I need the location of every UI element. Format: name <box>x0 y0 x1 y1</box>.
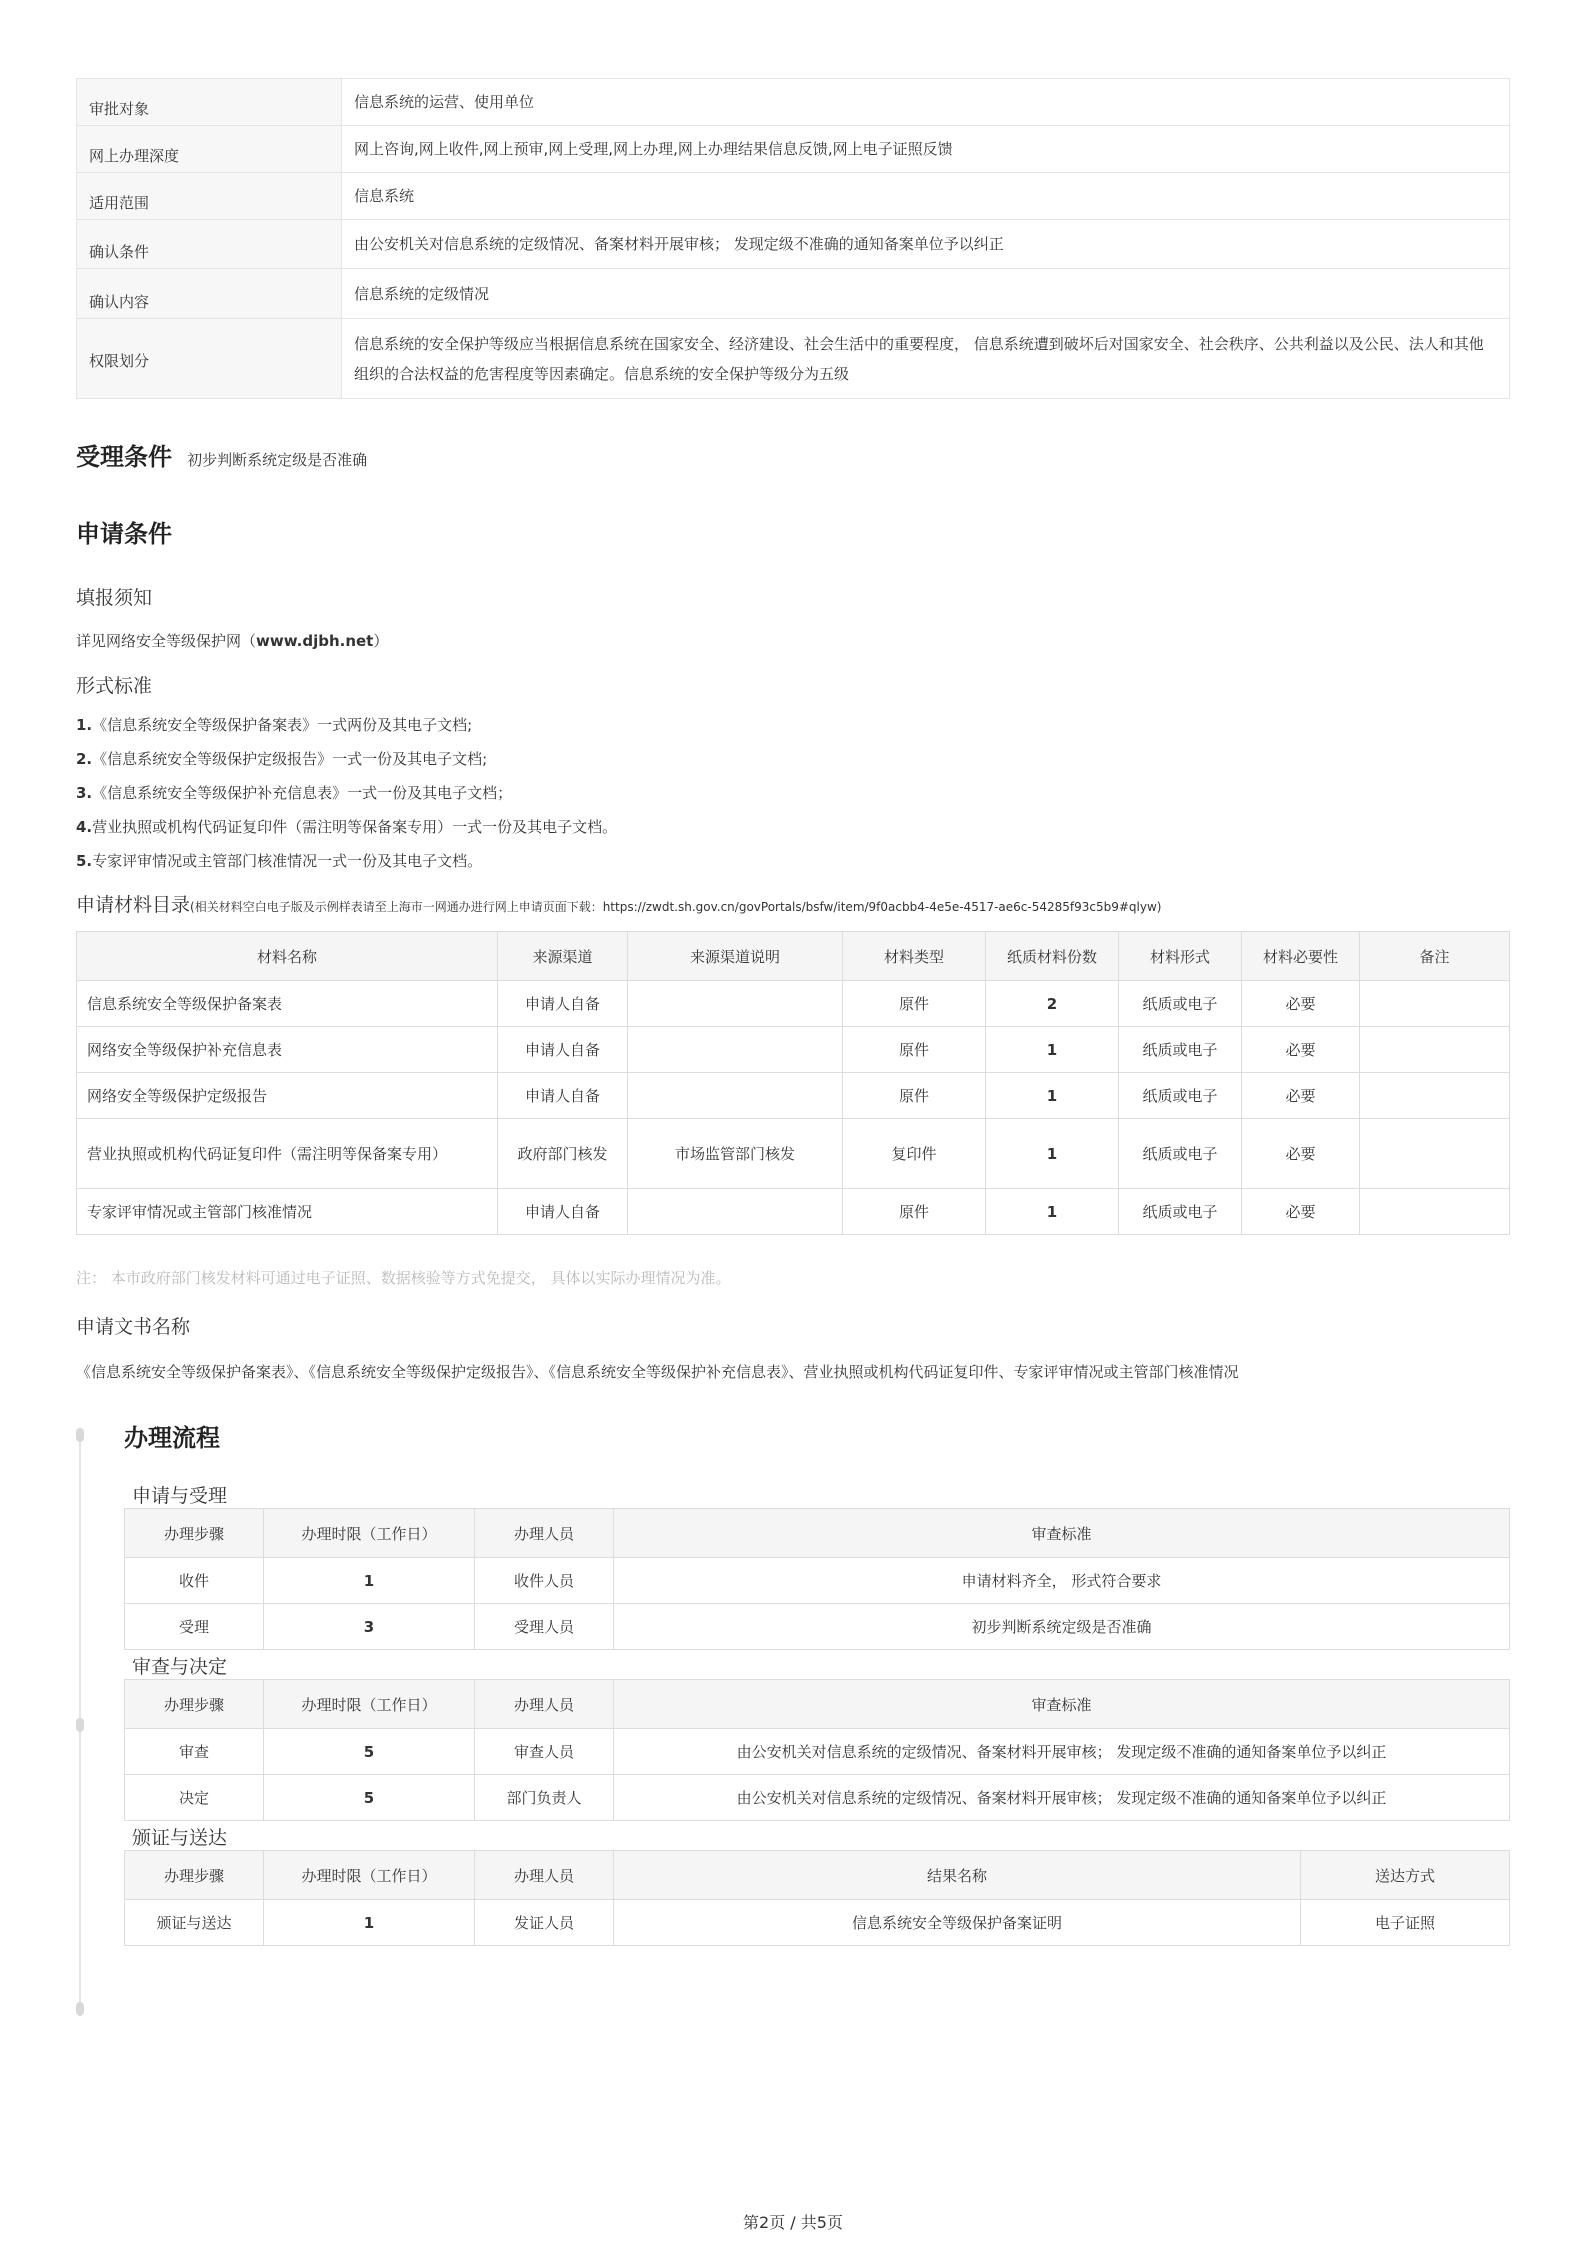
format-title: 形式标准 <box>76 675 153 697</box>
info-key: 确认条件 <box>77 220 342 269</box>
list-text: 《信息系统安全等级保护备案表》一式两份及其电子文档; <box>92 716 473 734</box>
info-value: 网上咨询,网上收件,网上预审,网上受理,网上办理,网上办理结果信息反馈,网上电子证照反馈 <box>342 126 1510 173</box>
info-table <box>76 78 1510 399</box>
info-key: 审批对象 <box>77 79 342 126</box>
cell: 纸质或电子 <box>1119 981 1242 1027</box>
cell: 1 <box>986 1189 1119 1235</box>
cell: 收件 <box>125 1558 264 1604</box>
column-header: 来源渠道 <box>498 932 628 981</box>
cell: 1 <box>986 1119 1119 1189</box>
cell: 1 <box>986 1073 1119 1119</box>
acceptance-title: 受理条件 <box>76 443 172 471</box>
list-text: 专家评审情况或主管部门核准情况一式一份及其电子文档。 <box>92 852 483 870</box>
info-row <box>77 319 1510 399</box>
cell: 营业执照或机构代码证复印件（需注明等保备案专用） <box>77 1119 498 1189</box>
column-header: 结果名称 <box>614 1851 1301 1900</box>
stage-title: 审查与决定 <box>132 1656 228 1678</box>
cell: 部门负责人 <box>475 1775 614 1821</box>
column-header: 办理步骤 <box>125 1509 264 1558</box>
cell: 收件人员 <box>475 1558 614 1604</box>
cell: 5 <box>264 1729 475 1775</box>
cell: 专家评审情况或主管部门核准情况 <box>77 1189 498 1235</box>
column-header: 材料类型 <box>843 932 986 981</box>
column-header: 备注 <box>1360 932 1510 981</box>
table-row <box>77 1027 1510 1073</box>
info-key: 确认内容 <box>77 269 342 319</box>
materials-note: (相关材料空白电子版及示例样表请至上海市一网通办进行网上申请页面下载：https://zwdt.sh.gov.cn/govPortals/bsfw/item/9f0acbb4-4e5e-4517-ae6c-54285f93c5b9#qlyw) <box>190 900 1162 914</box>
table-row <box>77 1119 1510 1189</box>
cell: 1 <box>264 1900 475 1946</box>
format-list <box>76 708 1510 878</box>
fill-text-prefix: 详见网络安全等级保护网（ <box>76 632 257 650</box>
cell: 原件 <box>843 1073 986 1119</box>
cell: 必要 <box>1242 1189 1360 1235</box>
cell <box>1360 1189 1510 1235</box>
column-header: 办理人员 <box>475 1680 614 1729</box>
cell: 网络安全等级保护补充信息表 <box>77 1027 498 1073</box>
cell <box>1360 1073 1510 1119</box>
materials-table <box>76 931 1510 1235</box>
table-row <box>125 1900 1510 1946</box>
acceptance-text: 初步判断系统定级是否准确 <box>187 451 368 469</box>
cell: 必要 <box>1242 1119 1360 1189</box>
table-row <box>125 1775 1510 1821</box>
cell: 1 <box>264 1558 475 1604</box>
stage-title: 颁证与送达 <box>132 1827 228 1849</box>
info-row <box>77 79 1510 126</box>
table-row <box>77 1189 1510 1235</box>
materials-title: 申请材料目录 <box>76 894 191 916</box>
table-row <box>77 1073 1510 1119</box>
cell: 纸质或电子 <box>1119 1119 1242 1189</box>
table-header-row <box>125 1851 1510 1900</box>
info-value: 信息系统的定级情况 <box>342 269 1510 319</box>
cell <box>628 1027 843 1073</box>
info-value: 由公安机关对信息系统的定级情况、备案材料开展审核； 发现定级不准确的通知备案单位予以纠正 <box>342 220 1510 269</box>
cell: 审查人员 <box>475 1729 614 1775</box>
cell: 由公安机关对信息系统的定级情况、备案材料开展审核； 发现定级不准确的通知备案单位予以纠正 <box>614 1775 1510 1821</box>
list-item <box>76 844 1510 878</box>
page-content <box>76 78 1510 1946</box>
info-row <box>77 126 1510 173</box>
column-header: 办理时限（工作日） <box>264 1851 475 1900</box>
cell: 决定 <box>125 1775 264 1821</box>
cell: 1 <box>986 1027 1119 1073</box>
column-header: 办理时限（工作日） <box>264 1509 475 1558</box>
cell: 申请人自备 <box>498 981 628 1027</box>
stage-table <box>124 1850 1510 1946</box>
cell: 纸质或电子 <box>1119 1189 1242 1235</box>
list-num: 3. <box>76 784 93 802</box>
cell: 5 <box>264 1775 475 1821</box>
column-header: 材料必要性 <box>1242 932 1360 981</box>
cell: 受理人员 <box>475 1604 614 1650</box>
cell <box>628 981 843 1027</box>
info-row <box>77 220 1510 269</box>
cell: 必要 <box>1242 1073 1360 1119</box>
table-header-row <box>77 932 1510 981</box>
cell: 发证人员 <box>475 1900 614 1946</box>
fill-title: 填报须知 <box>76 587 153 609</box>
column-header: 办理步骤 <box>125 1680 264 1729</box>
cell <box>628 1189 843 1235</box>
list-item <box>76 776 1510 810</box>
info-value: 信息系统的安全保护等级应当根据信息系统在国家安全、经济建设、社会生活中的重要程度， 信息系统遭到破坏后对国家安全、社会秩序、公共利益以及公民、法人和其他组织的合法权益的危害程度等因素确定。信息系统的安全保护等级分为五级 <box>342 319 1510 399</box>
table-header-row <box>125 1509 1510 1558</box>
cell: 受理 <box>125 1604 264 1650</box>
info-value: 信息系统 <box>342 173 1510 220</box>
cell: 必要 <box>1242 981 1360 1027</box>
cell: 原件 <box>843 1189 986 1235</box>
cell: 申请人自备 <box>498 1027 628 1073</box>
cell: 颁证与送达 <box>125 1900 264 1946</box>
list-text: 《信息系统安全等级保护补充信息表》一式一份及其电子文档； <box>92 784 513 802</box>
cell <box>1360 1027 1510 1073</box>
cell: 原件 <box>843 981 986 1027</box>
column-header: 办理步骤 <box>125 1851 264 1900</box>
list-item <box>76 742 1510 776</box>
info-key: 权限划分 <box>77 319 342 399</box>
list-item <box>76 708 1510 742</box>
stage-table <box>124 1508 1510 1650</box>
cell: 审查 <box>125 1729 264 1775</box>
cell: 初步判断系统定级是否准确 <box>614 1604 1510 1650</box>
table-row <box>77 981 1510 1027</box>
process-title: 办理流程 <box>124 1424 220 1452</box>
cell: 申请人自备 <box>498 1073 628 1119</box>
column-header: 审查标准 <box>614 1680 1510 1729</box>
info-row <box>77 269 1510 319</box>
materials-note-text: 注： 本市政府部门核发材料可通过电子证照、数据核验等方式免提交， 具体以实际办理情况为准。 <box>76 1269 731 1287</box>
cell: 申请人自备 <box>498 1189 628 1235</box>
cell: 必要 <box>1242 1027 1360 1073</box>
list-num: 1. <box>76 716 93 734</box>
fill-text <box>76 630 1510 651</box>
cell: 纸质或电子 <box>1119 1027 1242 1073</box>
cell <box>1360 1119 1510 1189</box>
cell: 申请材料齐全， 形式符合要求 <box>614 1558 1510 1604</box>
list-text: 《信息系统安全等级保护定级报告》一式一份及其电子文档; <box>92 750 488 768</box>
column-header: 办理人员 <box>475 1851 614 1900</box>
cell: 电子证照 <box>1301 1900 1510 1946</box>
cell: 信息系统安全等级保护备案表 <box>77 981 498 1027</box>
info-key: 适用范围 <box>77 173 342 220</box>
cell: 信息系统安全等级保护备案证明 <box>614 1900 1301 1946</box>
column-header: 来源渠道说明 <box>628 932 843 981</box>
list-num: 2. <box>76 750 93 768</box>
cell <box>1360 981 1510 1027</box>
list-num: 5. <box>76 852 93 870</box>
stage-table <box>124 1679 1510 1821</box>
table-row <box>125 1558 1510 1604</box>
list-text: 营业执照或机构代码证复印件（需注明等保备案专用）一式一份及其电子文档。 <box>92 818 618 836</box>
table-row <box>125 1604 1510 1650</box>
info-row <box>77 173 1510 220</box>
timeline-dot <box>76 2002 84 2016</box>
cell: 2 <box>986 981 1119 1027</box>
info-key: 网上办理深度 <box>77 126 342 173</box>
cell: 由公安机关对信息系统的定级情况、备案材料开展审核； 发现定级不准确的通知备案单位予以纠正 <box>614 1729 1510 1775</box>
list-item <box>76 810 1510 844</box>
cell: 原件 <box>843 1027 986 1073</box>
docs-title: 申请文书名称 <box>76 1316 191 1338</box>
cell: 政府部门核发 <box>498 1119 628 1189</box>
column-header: 审查标准 <box>614 1509 1510 1558</box>
page-number: 第2页 / 共5页 <box>743 2213 843 2232</box>
info-value: 信息系统的运营、使用单位 <box>342 79 1510 126</box>
table-header-row <box>125 1680 1510 1729</box>
fill-text-suffix: ） <box>373 632 389 650</box>
column-header: 纸质材料份数 <box>986 932 1119 981</box>
apply-title: 申请条件 <box>76 520 172 548</box>
column-header: 材料名称 <box>77 932 498 981</box>
table-row <box>125 1729 1510 1775</box>
column-header: 办理人员 <box>475 1509 614 1558</box>
docs-text: 《信息系统安全等级保护备案表》、《信息系统安全等级保护定级报告》、《信息系统安全等级保护补充信息表》、营业执照或机构代码证复印件、专家评审情况或主管部门核准情况 <box>76 1363 1239 1381</box>
column-header: 送达方式 <box>1301 1851 1510 1900</box>
cell <box>628 1073 843 1119</box>
stage-title: 申请与受理 <box>132 1485 228 1507</box>
cell: 纸质或电子 <box>1119 1073 1242 1119</box>
cell: 市场监管部门核发 <box>628 1119 843 1189</box>
list-num: 4. <box>76 818 93 836</box>
column-header: 办理时限（工作日） <box>264 1680 475 1729</box>
column-header: 材料形式 <box>1119 932 1242 981</box>
cell: 3 <box>264 1604 475 1650</box>
cell: 复印件 <box>843 1119 986 1189</box>
djbh-link[interactable]: www.djbh.net <box>256 632 374 650</box>
cell: 网络安全等级保护定级报告 <box>77 1073 498 1119</box>
